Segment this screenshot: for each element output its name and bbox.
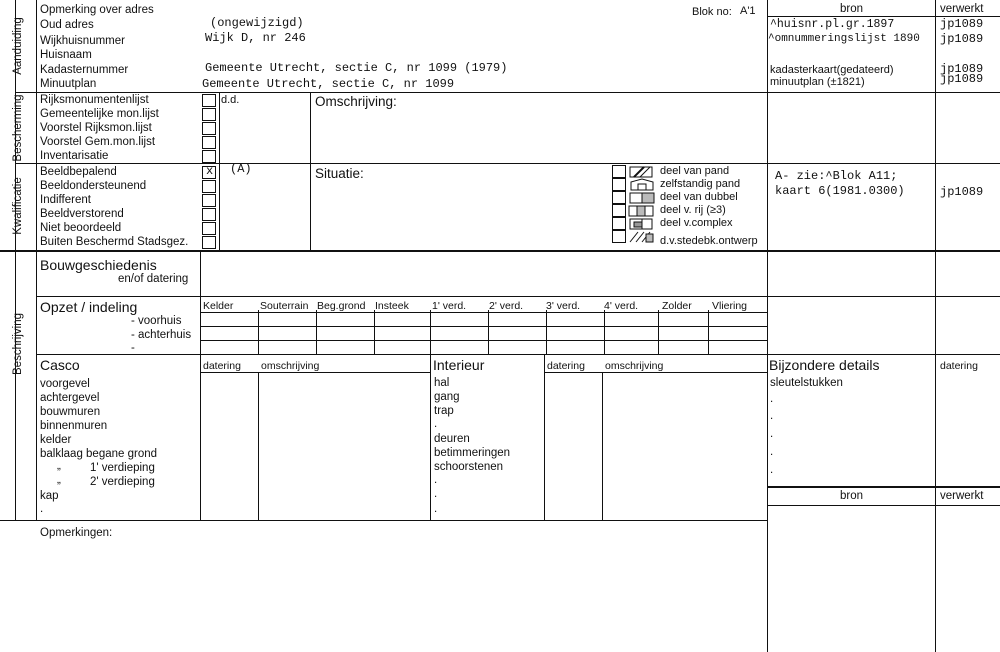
interieur-schoorstenen: schoorstenen xyxy=(434,461,504,473)
bron-omnummering: ^omnummeringslijst 1890 xyxy=(768,33,920,45)
opzet-col-3 xyxy=(374,310,375,354)
section-label-beschrijving: Beschrijving xyxy=(12,313,24,375)
bijzondere-dot-1: . xyxy=(770,393,774,405)
interieur-omschrijving-left xyxy=(602,372,603,520)
opzet-title: Opzet / indeling xyxy=(40,299,138,315)
bron-column-left xyxy=(767,0,768,652)
opzet-row-achterhuis: - achterhuis xyxy=(131,329,192,341)
casco-voorgevel: voorgevel xyxy=(40,378,90,390)
bescherming-bottom xyxy=(15,163,1000,164)
value-oud-adres: (ongewijzigd) xyxy=(210,16,304,30)
omschrijving-label: Omschrijving: xyxy=(315,94,397,109)
label-rijksmonumentenlijst: Rijksmonumentenlijst xyxy=(40,94,149,106)
opmerkingen-area[interactable] xyxy=(36,540,766,650)
situatie-deel-v-rij: deel v. rij (≥3) xyxy=(660,204,726,216)
bijzondere-sleutelstukken: sleutelstukken xyxy=(770,377,843,389)
opzet-col-souterrain: Souterrain xyxy=(260,300,309,312)
casco-binnenmuren: binnenmuren xyxy=(40,420,108,432)
opzet-col-beg-grond: Beg.grond xyxy=(317,300,366,312)
interieur-trap: trap xyxy=(434,405,454,417)
opzet-col-kelder: Kelder xyxy=(203,300,234,312)
value-kadasternummer: Gemeente Utrecht, sectie C, nr 1099 (1979) xyxy=(205,61,508,75)
checkbox-deel-v-rij[interactable] xyxy=(612,204,626,217)
checkbox-voorstel-rijksmon[interactable] xyxy=(202,122,216,135)
section-label-kwalificatie: Kwalificatie xyxy=(12,177,24,235)
interieur-title: Interieur xyxy=(433,357,485,373)
opzet-col-3-verd: 3' verd. xyxy=(546,300,581,312)
interieur-betimmeringen: betimmeringen xyxy=(434,447,511,459)
interieur-datering-left xyxy=(544,354,545,520)
casco-datering: datering xyxy=(203,360,241,372)
bijzondere-dot-4: . xyxy=(770,446,774,458)
interieur-omschrijving: omschrijving xyxy=(605,360,664,372)
casco-1-verdieping: 1' verdieping xyxy=(90,462,155,474)
opzet-col-vliering: Vliering xyxy=(712,300,748,312)
label-beeldondersteunend: Beeldondersteunend xyxy=(40,180,147,192)
verwerkt-2: jp1089 xyxy=(940,32,984,46)
checkbox-buiten-beschermd[interactable] xyxy=(202,236,216,249)
bijzondere-bron-bottom xyxy=(767,505,1000,506)
checkbox-gemeentelijke-mon[interactable] xyxy=(202,108,216,121)
checkbox-voorstel-gem-mon[interactable] xyxy=(202,136,216,149)
beschrijving-bottom xyxy=(0,520,767,521)
label-voorstel-rijksmon: Voorstel Rijksmon.lijst xyxy=(40,122,152,134)
interieur-dot-4: . xyxy=(434,503,438,515)
opzet-col-2-verd: 2' verd. xyxy=(489,300,524,312)
label-opmerking-adres: Opmerking over adres xyxy=(40,4,154,16)
checkbox-x-mark: x xyxy=(206,164,214,178)
section-label-bescherming: Bescherming xyxy=(12,94,24,162)
label-buiten-beschermd: Buiten Beschermd Stadsgez. xyxy=(40,236,189,248)
opzet-row-voorhuis: - voorhuis xyxy=(131,315,182,327)
opzet-row-2 xyxy=(200,326,767,327)
casco-dot: . xyxy=(40,503,44,515)
verwerkt-1: jp1089 xyxy=(940,17,984,31)
casco-kelder: kelder xyxy=(40,434,72,446)
casco-header-line xyxy=(200,372,430,373)
bron-minuutplan: minuutplan (±1821) xyxy=(770,76,865,88)
deel-v-rij-icon xyxy=(628,204,656,217)
casco-quote-1: „ xyxy=(57,460,61,472)
checkbox-niet-beoordeeld[interactable] xyxy=(202,222,216,235)
interieur-header-line xyxy=(544,372,767,373)
beeldbepalend-note: (A) xyxy=(230,162,252,176)
zelfstandig-pand-icon xyxy=(628,178,656,191)
bijzondere-verwerkt: verwerkt xyxy=(940,490,984,502)
opzet-col-7 xyxy=(604,310,605,354)
interieur-dot-3: . xyxy=(434,488,438,500)
casco-bouwmuren: bouwmuren xyxy=(40,406,101,418)
opzet-col-9 xyxy=(708,310,709,354)
value-wijkhuisnummer: Wijk D, nr 246 xyxy=(205,31,306,45)
opzet-col-1-verd: 1' verd. xyxy=(432,300,467,312)
bron-kadasterkaart: kadasterkaart(gedateerd) xyxy=(770,64,894,76)
casco-quote-2: „ xyxy=(57,474,61,486)
casco-omschrijving: omschrijving xyxy=(261,360,320,372)
dd-column-right xyxy=(310,92,311,250)
label-gemeentelijke-mon: Gemeentelijke mon.lijst xyxy=(40,108,159,120)
bouwgeschiedenis-subtitle: en/of datering xyxy=(118,273,189,285)
opzet-col-4-verd: 4' verd. xyxy=(604,300,639,312)
bijzondere-dot-5: . xyxy=(770,464,774,476)
checkbox-zelfstandig-pand[interactable] xyxy=(612,178,626,191)
casco-title: Casco xyxy=(40,357,80,373)
aanduiding-bottom xyxy=(15,92,1000,93)
stedebk-ontwerp-icon xyxy=(628,230,656,243)
label-niet-beoordeeld: Niet beoordeeld xyxy=(40,222,122,234)
bijzondere-bron-line xyxy=(767,486,1000,488)
situatie-stedebk-ontwerp: d.v.stedebk.ontwerp xyxy=(660,235,758,247)
interieur-hal: hal xyxy=(434,377,450,389)
checkbox-inventarisatie[interactable] xyxy=(202,150,216,163)
opzet-col-2 xyxy=(316,310,317,354)
casco-balklaag: balklaag begane grond xyxy=(40,448,158,460)
interieur-datering: datering xyxy=(547,360,585,372)
blok-label: Blok no: xyxy=(692,6,732,18)
blok-value: A'1 xyxy=(740,5,756,17)
label-oud-adres: Oud adres xyxy=(40,19,94,31)
situatie-label: Situatie: xyxy=(315,166,364,181)
label-voorstel-gem-mon: Voorstel Gem.mon.lijst xyxy=(40,136,156,148)
opmerkingen-label: Opmerkingen: xyxy=(40,527,113,539)
verwerkt-3: jp1089 xyxy=(940,62,984,76)
deel-van-pand-icon xyxy=(628,165,656,178)
checkbox-deel-v-complex[interactable] xyxy=(612,217,626,230)
opzet-row-other: - xyxy=(131,342,135,354)
bouwgeschiedenis-title: Bouwgeschiedenis xyxy=(40,257,157,273)
situatie-deel-v-complex: deel v.complex xyxy=(660,217,733,229)
checkbox-beeldbepalend[interactable] xyxy=(202,166,216,179)
bron-huisnr: ^huisnr.pl.gr.1897 xyxy=(770,18,895,31)
checkbox-stedebk-ontwerp[interactable] xyxy=(612,230,626,243)
kwalificatie-bron-1: A- zie:^Blok A11; xyxy=(775,169,898,183)
opzet-col-1 xyxy=(258,310,259,354)
bijzondere-bron: bron xyxy=(840,490,864,502)
label-column-divider xyxy=(36,0,37,520)
label-wijkhuisnummer: Wijkhuisnummer xyxy=(40,35,125,47)
label-beeldbepalend: Beeldbepalend xyxy=(40,166,117,178)
bijzondere-datering-left xyxy=(935,354,936,652)
opzet-col-4 xyxy=(430,310,431,354)
checkbox-beeldverstorend[interactable] xyxy=(202,208,216,221)
opzet-col-8 xyxy=(658,310,659,354)
opzet-col-0 xyxy=(200,296,201,354)
opzet-col-zolder: Zolder xyxy=(662,300,692,312)
deel-van-dubbel-icon xyxy=(628,191,656,204)
label-indifferent: Indifferent xyxy=(40,194,91,206)
situatie-zelfstandig-pand: zelfstandig pand xyxy=(660,178,741,190)
label-inventarisatie: Inventarisatie xyxy=(40,150,109,162)
verwerkt-header: verwerkt xyxy=(940,3,984,15)
opzet-row-1 xyxy=(200,312,767,313)
opzet-col-5 xyxy=(488,310,489,354)
interieur-gang: gang xyxy=(434,391,460,403)
bijzondere-datering: datering xyxy=(940,360,978,372)
interieur-dot-1: . xyxy=(434,418,438,430)
bron-header: bron xyxy=(840,3,864,15)
bijzondere-title: Bijzondere details xyxy=(769,357,880,373)
kwalificatie-verwerkt: jp1089 xyxy=(940,185,984,199)
label-huisnaam: Huisnaam xyxy=(40,49,92,61)
label-kadasternummer: Kadasternummer xyxy=(40,64,129,76)
verwerkt-4: jp1089 xyxy=(940,72,984,86)
bijzondere-dot-3: . xyxy=(770,428,774,440)
casco-kap: kap xyxy=(40,490,59,502)
interieur-deuren: deuren xyxy=(434,433,470,445)
checkbox-column-right xyxy=(219,92,220,250)
bouwgeschiedenis-divider xyxy=(200,252,201,296)
checkbox-deel-van-pand[interactable] xyxy=(612,165,626,178)
section-label-aanduiding: Aanduiding xyxy=(12,17,24,75)
casco-datering-left xyxy=(200,354,201,520)
casco-achtergevel: achtergevel xyxy=(40,392,100,404)
situatie-deel-van-dubbel: deel van dubbel xyxy=(660,191,738,203)
interieur-dot-2: . xyxy=(434,474,438,486)
checkbox-deel-van-dubbel[interactable] xyxy=(612,191,626,204)
checkbox-rijksmonumentenlijst[interactable] xyxy=(202,94,216,107)
opzet-bottom xyxy=(36,354,1000,355)
dd-label: d.d. xyxy=(221,94,240,106)
casco-2-verdieping: 2' verdieping xyxy=(90,476,155,488)
value-minuutplan: Gemeente Utrecht, sectie C, nr 1099 xyxy=(202,77,455,91)
label-minuutplan: Minuutplan xyxy=(40,78,97,90)
opzet-col-6 xyxy=(546,310,547,354)
kwalificatie-bottom xyxy=(0,250,1000,252)
bouwgeschiedenis-bottom xyxy=(36,296,1000,297)
label-beeldverstorend: Beeldverstorend xyxy=(40,208,124,220)
checkbox-beeldondersteunend[interactable] xyxy=(202,180,216,193)
opzet-col-insteek: Insteek xyxy=(375,300,409,312)
kwalificatie-bron-2: kaart 6(1981.0300) xyxy=(775,184,905,198)
bijzondere-dot-2: . xyxy=(770,410,774,422)
casco-omschrijving-left xyxy=(258,372,259,520)
checkbox-indifferent[interactable] xyxy=(202,194,216,207)
interieur-left xyxy=(430,354,431,520)
situatie-deel-van-pand: deel van pand xyxy=(660,165,730,177)
deel-v-complex-icon xyxy=(628,217,656,230)
opzet-row-3 xyxy=(200,340,767,341)
